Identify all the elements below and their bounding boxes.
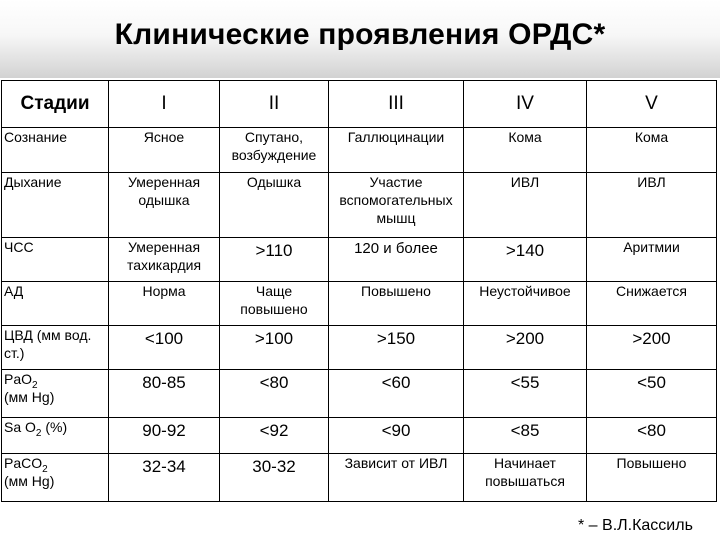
header-stage-2: II bbox=[220, 81, 329, 128]
table-row bbox=[2, 128, 717, 173]
row-label-sub: 2 bbox=[35, 427, 42, 439]
footnote: * – В.Л.Кассиль bbox=[578, 517, 693, 534]
header-stage-4: IV bbox=[464, 81, 587, 128]
table-cell: Кома bbox=[464, 128, 587, 173]
table-cell: Галлюцинации bbox=[329, 128, 464, 173]
table-cell: <100 bbox=[109, 326, 220, 370]
table-cell: <50 bbox=[587, 370, 717, 418]
table-cell: Норма bbox=[109, 282, 220, 326]
table-cell: 30-32 bbox=[220, 454, 329, 502]
table-cell: Зависит от ИВЛ bbox=[329, 454, 464, 502]
row-label-sub: 2 bbox=[32, 379, 38, 391]
table-header-row bbox=[2, 81, 717, 128]
table-cell: <80 bbox=[220, 370, 329, 418]
table-cell: Участие вспомогательных мышц bbox=[329, 173, 464, 238]
table-row bbox=[2, 173, 717, 238]
row-label-rest: (%) bbox=[41, 419, 68, 435]
table-cell: Чаще повышено bbox=[220, 282, 329, 326]
table-cell: ИВЛ bbox=[587, 173, 717, 238]
row-label-main: Sa O bbox=[4, 419, 36, 435]
table-row bbox=[2, 370, 717, 418]
row-label bbox=[2, 418, 109, 454]
table-cell: >110 bbox=[220, 238, 329, 282]
ards-stages-table bbox=[1, 80, 717, 502]
table-cell: >100 bbox=[220, 326, 329, 370]
table-cell: Аритмии bbox=[587, 238, 717, 282]
table-cell: Кома bbox=[587, 128, 717, 173]
table-row bbox=[2, 454, 717, 502]
row-label: ЦВД (мм вод. ст.) bbox=[2, 326, 109, 370]
table-row bbox=[2, 238, 717, 282]
table-cell: Умеренная тахикардия bbox=[109, 238, 220, 282]
row-label-rest: (мм Hg) bbox=[4, 473, 55, 489]
table-cell: Неустойчивое bbox=[464, 282, 587, 326]
header-stage-5: V bbox=[587, 81, 717, 128]
table-row bbox=[2, 418, 717, 454]
row-label: ЧСС bbox=[2, 238, 109, 282]
table-cell: Одышка bbox=[220, 173, 329, 238]
table-cell: Повышено bbox=[587, 454, 717, 502]
table-cell: 32-34 bbox=[109, 454, 220, 502]
header-stage-1: I bbox=[109, 81, 220, 128]
row-label: Дыхание bbox=[2, 173, 109, 238]
table-cell: <80 bbox=[587, 418, 717, 454]
row-label-main: PaO bbox=[4, 371, 33, 387]
table-cell: Начинает повышаться bbox=[464, 454, 587, 502]
page-title: Клинические проявления ОРДС* bbox=[114, 18, 606, 51]
table-cell: Умеренная одышка bbox=[109, 173, 220, 238]
table-cell: >150 bbox=[329, 326, 464, 370]
table-cell: >200 bbox=[587, 326, 717, 370]
table-cell: ИВЛ bbox=[464, 173, 587, 238]
header-stages: Стадии bbox=[2, 81, 109, 128]
row-label: АД bbox=[2, 282, 109, 326]
table-cell: >200 bbox=[464, 326, 587, 370]
table-cell: 80-85 bbox=[109, 370, 220, 418]
row-label-sub: 2 bbox=[42, 463, 48, 475]
table-row bbox=[2, 282, 717, 326]
table-cell: Ясное bbox=[109, 128, 220, 173]
row-label bbox=[2, 370, 109, 418]
row-label: Сознание bbox=[2, 128, 109, 173]
table-cell: <55 bbox=[464, 370, 587, 418]
row-label bbox=[2, 454, 109, 502]
table-cell: Повышено bbox=[329, 282, 464, 326]
table-cell: 90-92 bbox=[109, 418, 220, 454]
table-cell: >140 bbox=[464, 238, 587, 282]
header-stage-3: III bbox=[329, 81, 464, 128]
row-label-main: PaCO bbox=[4, 455, 43, 471]
table-cell: 120 и более bbox=[329, 238, 464, 282]
table-cell: <85 bbox=[464, 418, 587, 454]
table-cell: Спутано, возбуждение bbox=[220, 128, 329, 173]
row-label-rest: (мм Hg) bbox=[4, 389, 55, 405]
table-cell: <92 bbox=[220, 418, 329, 454]
table-cell: <60 bbox=[329, 370, 464, 418]
table-cell: <90 bbox=[329, 418, 464, 454]
table-cell: Снижается bbox=[587, 282, 717, 326]
table-row bbox=[2, 326, 717, 370]
